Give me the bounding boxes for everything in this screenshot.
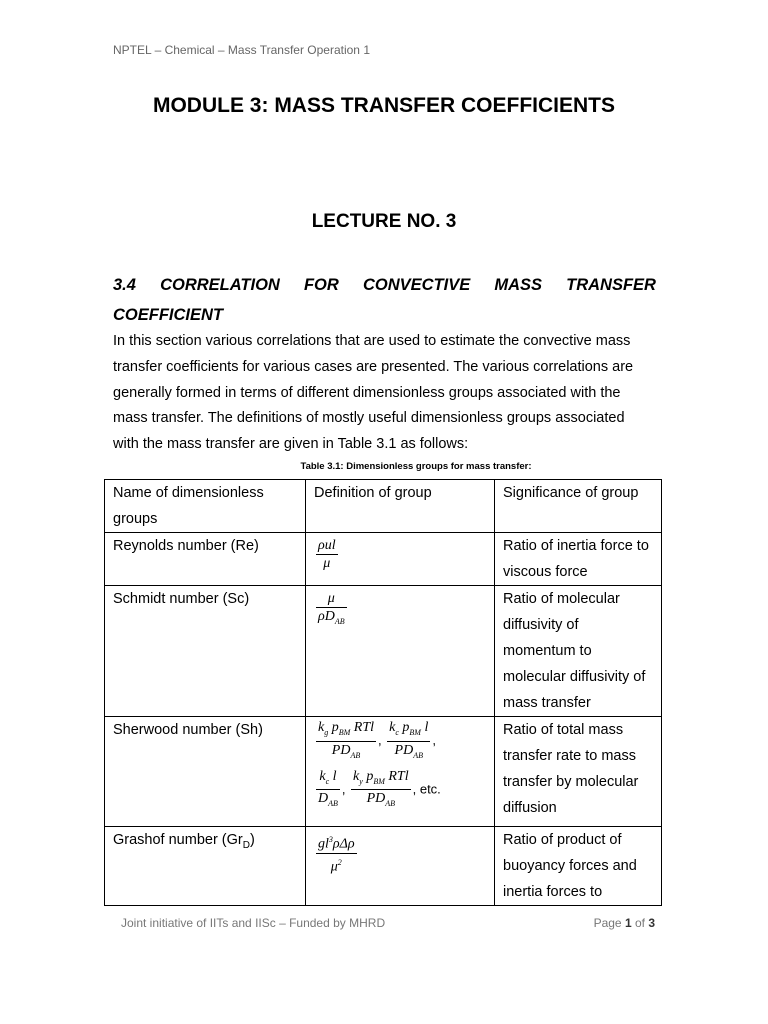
definition-formula-cell: $\frac{\text{ρul}}{\mu}$ [306, 533, 495, 586]
dimensionless-groups-table [104, 479, 662, 906]
significance-cell: Ratio of molecular diffusivity of momentum to molecular diffusivity of mass transfer [495, 586, 662, 717]
table-row-grashof [105, 827, 662, 906]
table-row-sherwood [105, 717, 662, 827]
page-total: 3 [648, 916, 655, 930]
paragraph-line: generally formed in terms of different dimensionless groups associated with the [113, 384, 621, 401]
lecture-heading: LECTURE NO. 3 [311, 211, 457, 232]
section-heading-line2: COEFFICIENT [113, 306, 223, 324]
section-number: 3.4 [113, 276, 136, 294]
section-word: CONVECTIVE [362, 276, 471, 294]
group-name-cell: Sherwood number (Sh) [105, 717, 306, 827]
paragraph-line: mass transfer. The definitions of mostly useful dimensionless groups associated [113, 410, 625, 427]
definition-formula-cell: $\frac{k_g p_{BM} RTl}{PD_{AB}}$ , $\frac{k_c p_{BM} l}{PD_{AB}}$ , $\frac{k_c l}{D_{AB}}$ , $\frac{k_y p_{BM} RTl}{PD_{AB}}$ , etc. [306, 717, 495, 827]
page-of: of [631, 916, 649, 930]
significance-cell: Ratio of total mass transfer rate to mass transfer by molecular diffusion [495, 717, 662, 827]
etc-label: , etc. [412, 781, 441, 797]
page-current: 1 [624, 916, 632, 930]
group-name-text: Grashof number (Gr [113, 832, 243, 848]
footer-credit: Joint initiative of IITs and IISc – Funded by MHRD [121, 916, 386, 930]
group-name-cell: Schmidt number (Sc) [105, 586, 306, 717]
paragraph-line: with the mass transfer are given in Table 3.1 as follows: [113, 436, 469, 453]
intro-paragraph [113, 329, 656, 458]
header-cell-definition: Definition of group [306, 480, 495, 533]
paragraph-line: In this section various correlations that are used to estimate the convective mass [113, 333, 631, 349]
table-header-row [105, 480, 662, 533]
group-name-subscript: D [242, 839, 250, 851]
section-word: CORRELATION [160, 276, 280, 294]
module-title: MODULE 3: MASS TRANSFER COEFFICIENTS [152, 94, 615, 117]
definition-formula-cell: $\frac{\mu}{\rho D_{AB}}$ [306, 586, 495, 717]
running-header: NPTEL – Chemical – Mass Transfer Operation 1 [113, 43, 370, 57]
section-word: FOR [303, 276, 339, 294]
header-cell-name: Name of dimensionless groups [105, 480, 306, 533]
header-cell-significance: Significance of group [495, 480, 662, 533]
page-prefix: Page [593, 916, 625, 930]
page-number [594, 916, 655, 930]
paragraph-line: transfer coefficients for various cases are presented. The various correlations are [113, 358, 634, 375]
significance-cell: Ratio of inertia force to viscous force [495, 533, 662, 586]
table-row-reynolds [105, 533, 662, 586]
group-name-cell: Reynolds number (Re) [105, 533, 306, 586]
table-caption: Table 3.1: Dimensionless groups for mass transfer: [300, 461, 532, 472]
definition-formula-cell: $\frac{gl^3\rho\Delta\rho}{\mu^2}$ [306, 827, 495, 906]
section-word: MASS [494, 276, 543, 294]
section-heading [113, 270, 656, 330]
section-word: TRANSFER [566, 276, 656, 294]
significance-cell: Ratio of product of buoyancy forces and inertia forces to [495, 827, 662, 906]
group-name-cell [105, 827, 306, 906]
table-row-schmidt [105, 586, 662, 717]
group-name-close: ) [249, 832, 255, 848]
